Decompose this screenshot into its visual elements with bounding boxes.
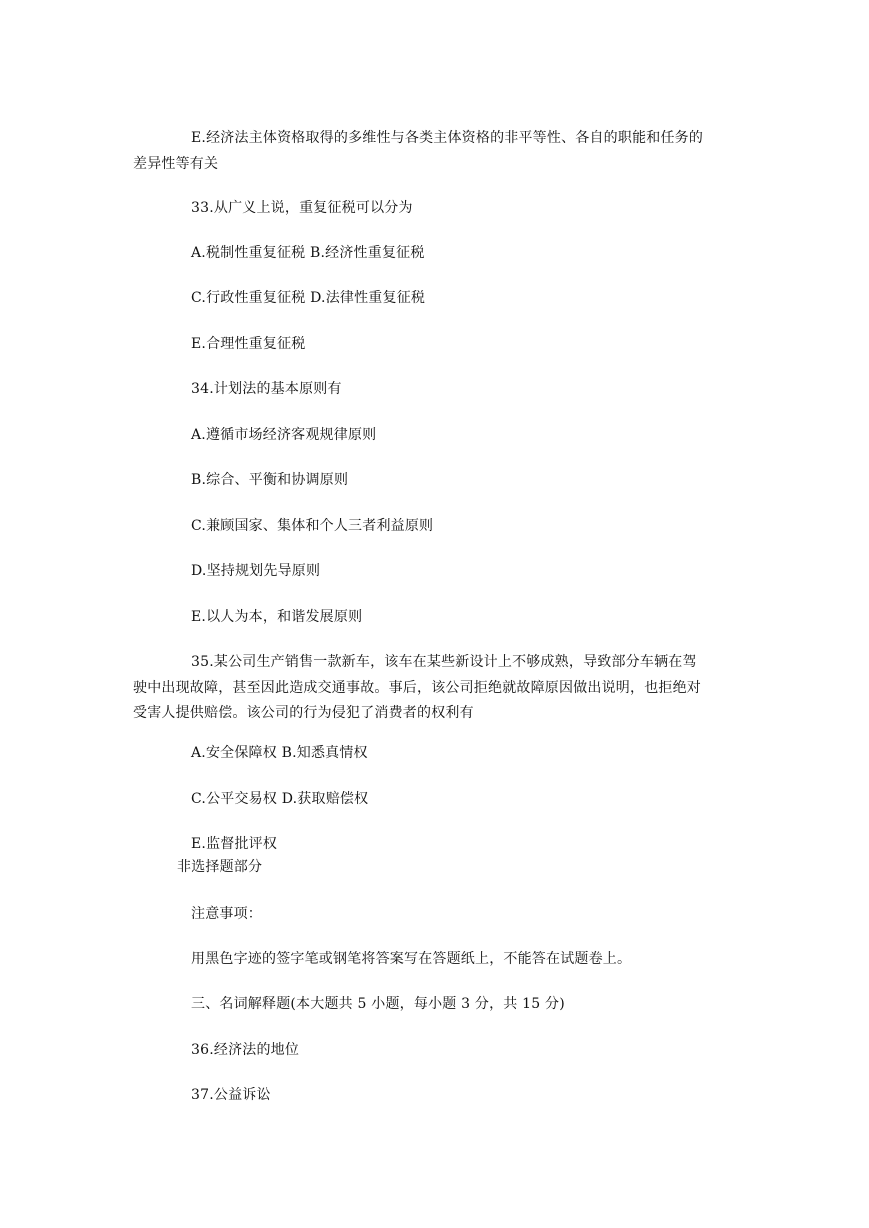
q33-stem: 33.从广义上说，重复征税可以分为 (191, 200, 413, 216)
q32-option-e-line1: E.经济法主体资格取得的多维性与各类主体资格的非平等性、各自的职能和任务的 (191, 130, 704, 146)
q33-option-e: E.合理性重复征税 (191, 336, 306, 352)
q34-option-a: A.遵循市场经济客观规律原则 (191, 427, 377, 443)
q37-stem: 37.公益诉讼 (191, 1087, 271, 1103)
notice-text: 用黑色字迹的签字笔或钢笔将答案写在答题纸上，不能答在试题卷上。 (191, 951, 632, 967)
q33-options-cd: C.行政性重复征税 D.法律性重复征税 (191, 290, 426, 306)
q34-option-c: C.兼顾国家、集体和个人三者利益原则 (191, 518, 434, 534)
q35-options-ab: A.安全保障权 B.知悉真情权 (191, 745, 368, 761)
q34-option-d: D.坚持规划先导原则 (191, 563, 321, 579)
q33-options-ab: A.税制性重复征税 B.经济性重复征税 (191, 245, 425, 261)
q35-stem-line1: 35.某公司生产销售一款新车，该车在某些新设计上不够成熟，导致部分车辆在驾 (191, 654, 697, 670)
q34-option-b: B.综合、平衡和协调原则 (191, 472, 349, 488)
q35-stem-line3: 受害人提供赔偿。该公司的行为侵犯了消费者的权利有 (133, 705, 474, 721)
q32-option-e-line2: 差异性等有关 (133, 156, 219, 172)
section-3-title: 三、名词解释题(本大题共 5 小题，每小题 3 分，共 15 分) (191, 996, 565, 1012)
notice-title: 注意事项： (191, 906, 262, 922)
part-title: 非选择题部分 (177, 859, 263, 875)
q35-option-e: E.监督批评权 (191, 836, 278, 852)
q35-options-cd: C.公平交易权 D.获取赔偿权 (191, 791, 369, 807)
q36-stem: 36.经济法的地位 (191, 1042, 300, 1058)
q34-option-e: E.以人为本，和谐发展原则 (191, 609, 363, 625)
q34-stem: 34.计划法的基本原则有 (191, 381, 342, 397)
q35-stem-line2: 驶中出现故障，甚至因此造成交通事故。事后，该公司拒绝就故障原因做出说明，也拒绝对 (133, 680, 701, 696)
